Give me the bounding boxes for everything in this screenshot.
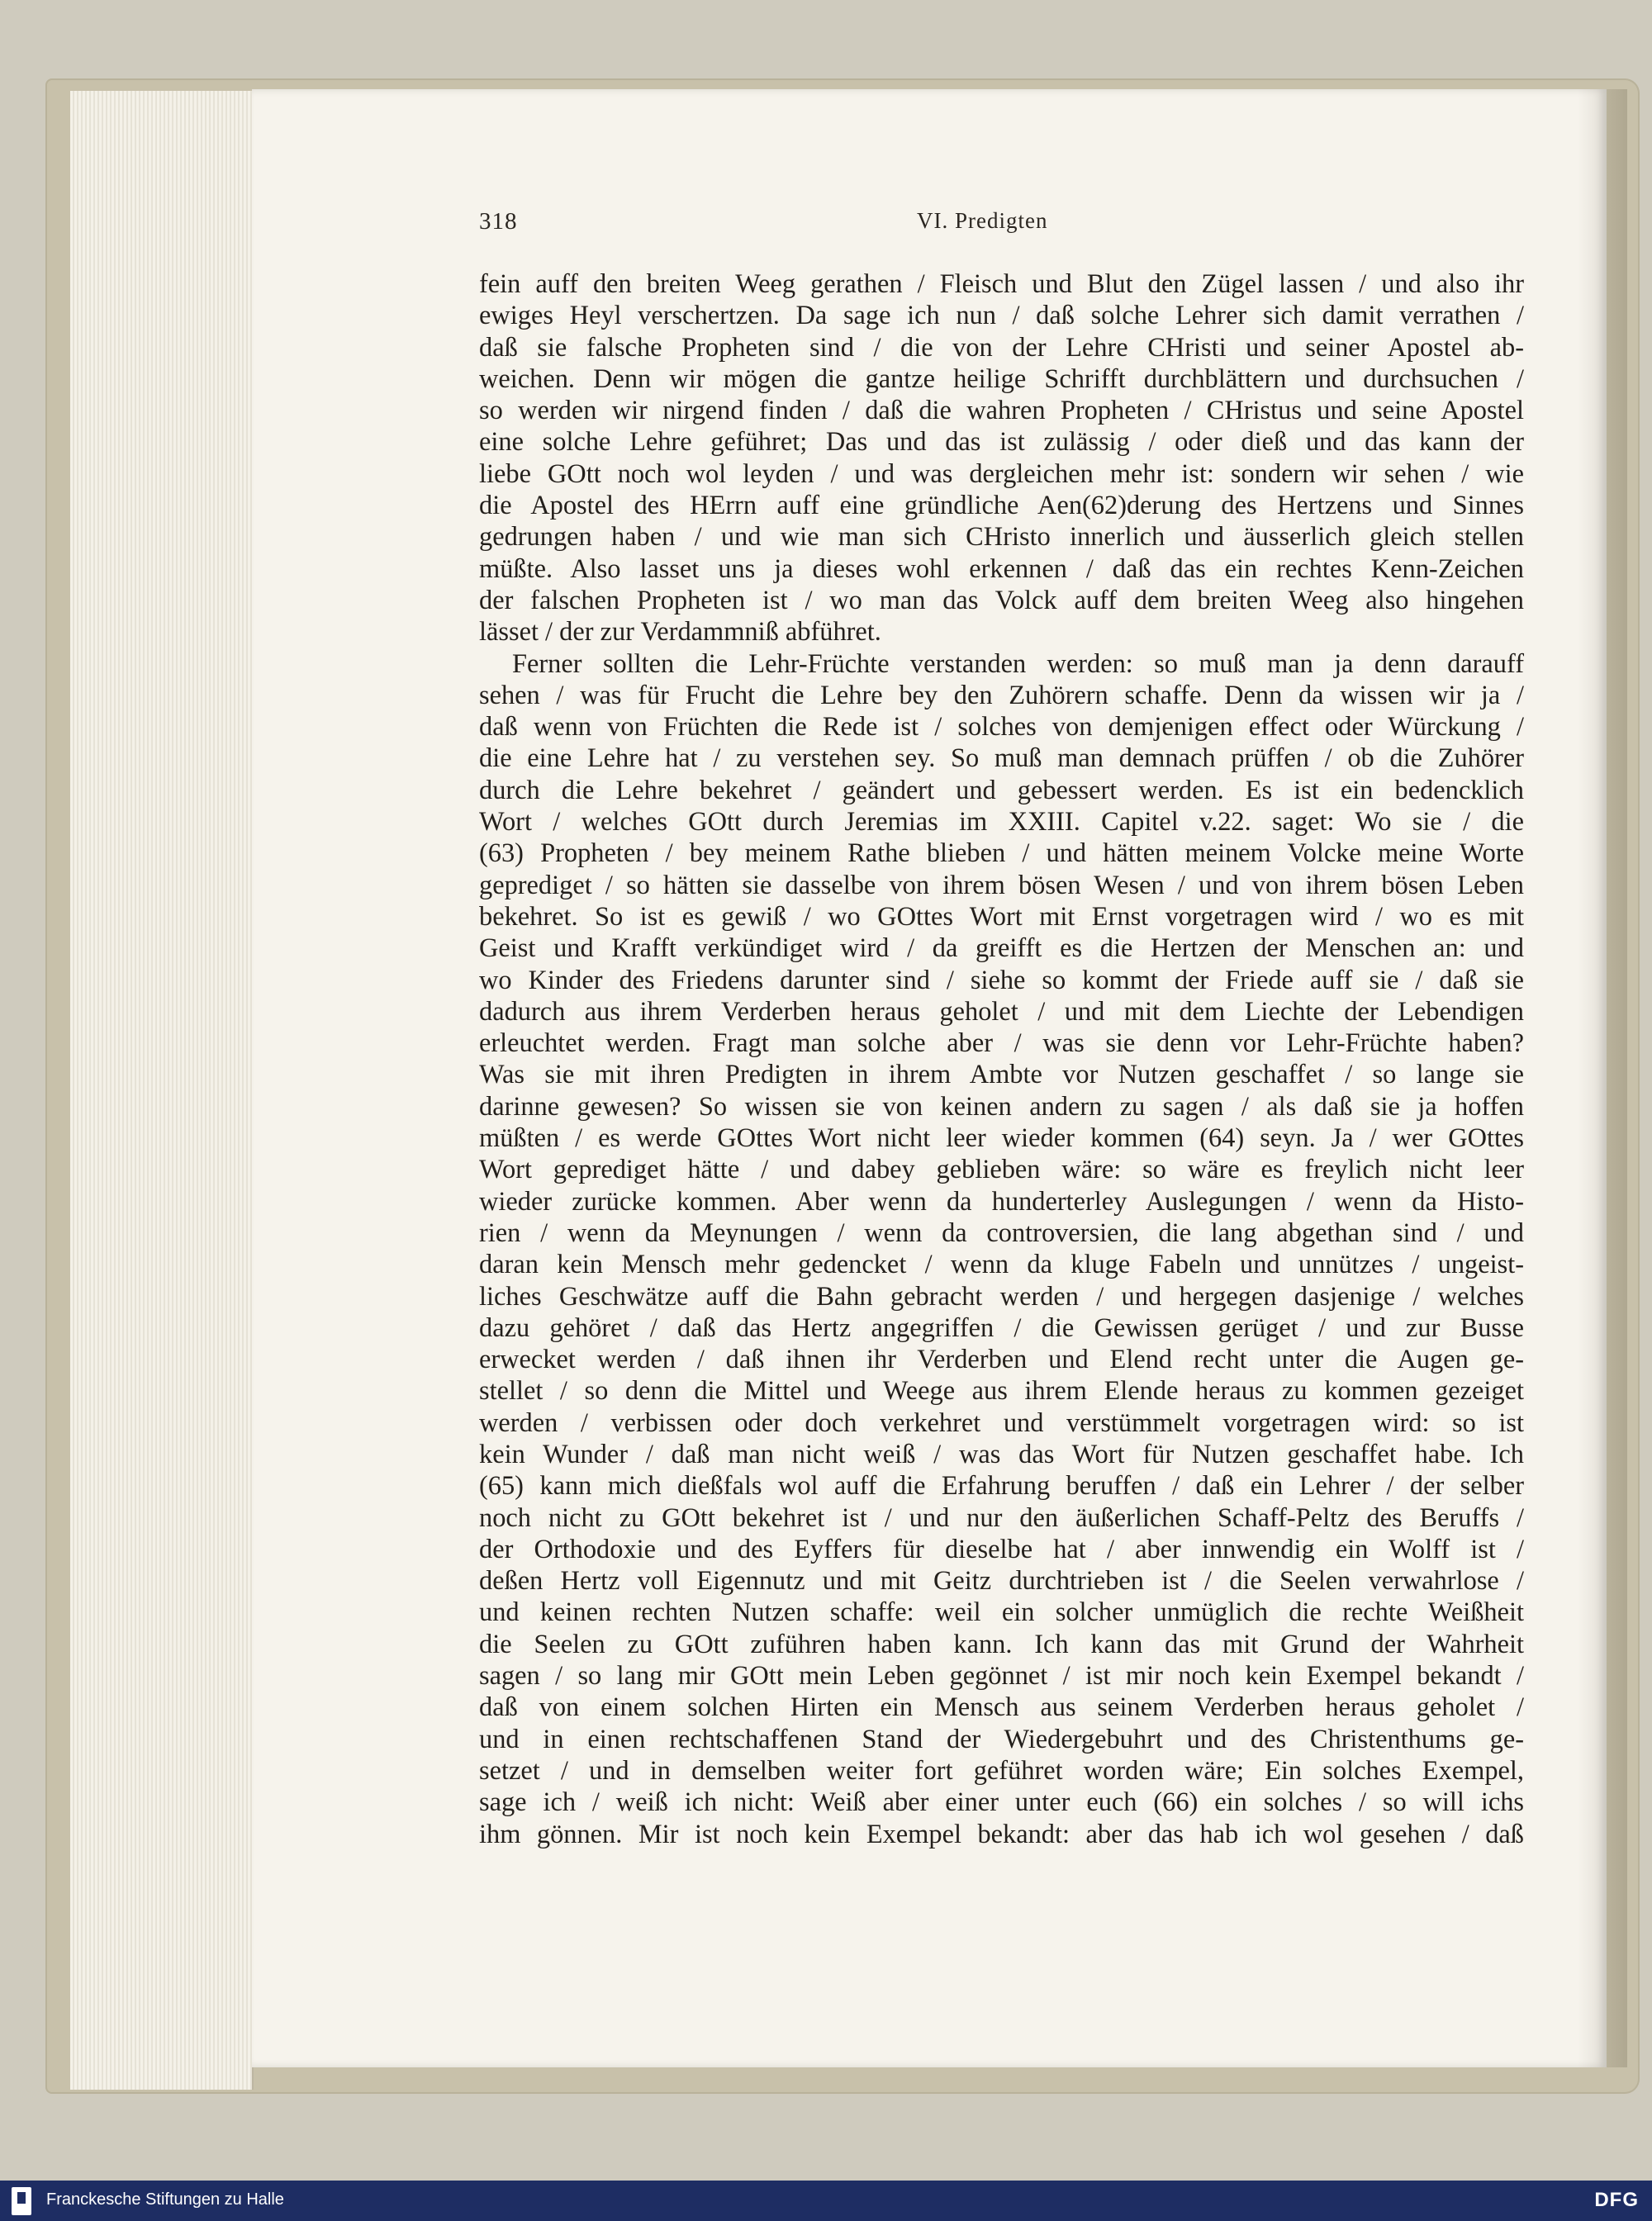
text-line: wieder zurücke kommen. Aber wenn da hunderterley Auslegungen / wenn da Histo-	[479, 1186, 1524, 1217]
text-line: die Seelen zu GOtt zuführen haben kann. Ich kann das mit Grund der Wahrheit	[479, 1629, 1524, 1659]
text-line: setzet / und in demselben weiter fort geführet worden wäre; Ein solches Exempel,	[479, 1755, 1524, 1786]
text-line: und keinen rechten Nutzen schaffe: weil ein solcher unmüglich die rechte Weißheit	[479, 1597, 1524, 1628]
text-line: kein Wunder / daß man nicht weiß / was das Wort für Nutzen geschaffet habe. Ich	[479, 1439, 1524, 1469]
text-line: die Apostel des HErrn auff eine gründliche Aen(62)derung des Hertzens und Sinnes	[479, 491, 1524, 521]
text-line: liches Geschwätze auff die Bahn gebracht werden / und hergegen dasjenige / welches	[479, 1281, 1524, 1312]
spine-shadow	[1578, 89, 1627, 2067]
text-line: daß sie falsche Propheten sind / die von der Lehre CHristi und seiner Apostel ab-	[479, 332, 1524, 363]
text-line: (65) kann mich dießfals wol auff die Erfahrung beruffen / daß ein Lehrer / der selber	[479, 1471, 1524, 1502]
text-line: müßten / es werde GOttes Wort nicht leer wieder kommen (64) seyn. Ja / wer GOttes	[479, 1123, 1524, 1154]
text-line: werden / verbissen oder doch verkehret und verstümmelt vorgetragen wird: so ist	[479, 1407, 1524, 1438]
text-line: gedrungen haben / und wie man sich CHristo innerlich und äusserlich gleich stellen	[479, 522, 1524, 553]
page-header	[479, 208, 1536, 249]
page-edges	[70, 91, 254, 2090]
text-line: Wort / welches GOtt durch Jeremias im XXIII. Capitel v.22. saget: Wo sie / die	[479, 807, 1524, 838]
text-line: müßte. Also lasset uns ja dieses wohl erkennen / daß das ein rechtes Kenn-Zeichen	[479, 553, 1524, 584]
text-line: wo Kinder des Friedens darunter sind / siehe so kommt der Friede auff sie / daß sie	[479, 965, 1524, 995]
dfg-logo[interactable]: DFG	[1594, 2189, 1639, 2211]
text-line: erwecket werden / daß ihnen ihr Verderben und Elend recht unter die Augen ge-	[479, 1345, 1524, 1375]
page-number: 318	[479, 208, 518, 235]
text-line: so werden wir nirgend finden / daß die wahren Propheten / CHristus und seine Apostel	[479, 396, 1524, 426]
text-line: der falschen Propheten ist / wo man das Volck auff dem breiten Weeg also hingehen	[479, 585, 1524, 615]
text-line: durch die Lehre bekehret / geändert und gebessert werden. Es ist ein bedencklich	[479, 775, 1524, 805]
text-line: fein auff den breiten Weeg gerathen / Fleisch und Blut den Zügel lassen / und also ihr	[479, 269, 1524, 299]
footer-bar	[0, 2181, 1652, 2221]
text-line: geprediget / so hätten sie dasselbe von ihrem bösen Wesen / und von ihrem bösen Leben	[479, 870, 1524, 900]
text-line: und in einen rechtschaffenen Stand der Wiedergebuhrt und des Christenthums ge-	[479, 1724, 1524, 1754]
text-line: daß von einem solchen Hirten ein Mensch aus seinem Verderben heraus geholet /	[479, 1692, 1524, 1723]
text-line: bekehret. So ist es gewiß / wo GOttes Wort mit Ernst vorgetragen wird / wo es mit	[479, 901, 1524, 932]
text-line: daß wenn von Früchten die Rede ist / solches von demjenigen effect oder Würckung /	[479, 712, 1524, 743]
text-line: ihm gönnen. Mir ist noch kein Exempel bekandt: aber das hab ich wol gesehen / daß	[479, 1819, 1524, 1849]
text-line: sehen / was für Frucht die Lehre bey den Zuhörern schaffe. Denn da wissen wir ja /	[479, 680, 1524, 710]
running-title: VI. Predigten	[917, 208, 1048, 233]
text-line: (63) Propheten / bey meinem Rathe blieben / und hätten meinem Volcke meine Worte	[479, 838, 1524, 869]
text-line: dazu gehöret / daß das Hertz angegriffen / die Gewissen gerüget / und zur Busse	[479, 1312, 1524, 1343]
text-line: daran kein Mensch mehr gedencket / wenn da kluge Fabeln und unnützes / ungeist-	[479, 1250, 1524, 1280]
text-line: Geist und Krafft verkündiget wird / da greifft es die Hertzen der Menschen an: und	[479, 933, 1524, 964]
text-line: die eine Lehre hat / zu verstehen sey. So muß man demnach prüffen / ob die Zuhörer	[479, 743, 1524, 774]
text-line: Was sie mit ihren Predigten in ihrem Ambte vor Nutzen geschaffet / so lange sie	[479, 1060, 1524, 1090]
text-line: noch nicht zu GOtt bekehret ist / und nur den äußerlichen Schaff-Peltz des Beruffs /	[479, 1502, 1524, 1533]
text-line: rien / wenn da Meynungen / wenn da controversien, die lang abgethan sind / und	[479, 1217, 1524, 1248]
text-line: lässet / der zur Verdammniß abführet.	[479, 617, 881, 648]
text-line: Ferner sollten die Lehr-Früchte verstanden werden: so muß man ja denn darauff	[512, 648, 1524, 679]
footer-institution: Franckesche Stiftungen zu Halle	[46, 2190, 284, 2209]
text-line: deßen Hertz voll Eigennutz und mit Geitz durchtrieben ist / die Seelen verwahrlose /	[479, 1566, 1524, 1597]
text-line: weichen. Denn wir mögen die gantze heilige Schrifft durchblättern und durchsuchen /	[479, 363, 1524, 394]
text-line: dadurch aus ihrem Verderben heraus geholet / und mit dem Liechte der Lebendigen	[479, 996, 1524, 1027]
institution-logo-icon	[12, 2187, 31, 2215]
text-line: liebe GOtt noch wol leyden / und was dergleichen mehr ist: sondern wir sehen / wie	[479, 458, 1524, 489]
text-line: sagen / so lang mir GOtt mein Leben gegönnet / ist mir noch kein Exempel bekandt /	[479, 1661, 1524, 1692]
text-line: darinne gewesen? So wissen sie von keinen andern zu sagen / als daß sie ja hoffen	[479, 1091, 1524, 1122]
text-line: Wort geprediget hätte / und dabey geblieben wäre: so wäre es freylich nicht leer	[479, 1155, 1524, 1185]
text-line: eine solche Lehre geführet; Das und das ist zulässig / oder dieß und das kann der	[479, 427, 1524, 458]
body-text	[479, 268, 1524, 1850]
text-line: der Orthodoxie und des Eyffers für dieselbe hat / aber innwendig ein Wolff ist /	[479, 1534, 1524, 1564]
text-line: ewiges Heyl verschertzen. Da sage ich nun / daß solche Lehrer sich damit verrathen /	[479, 301, 1524, 331]
text-line: sage ich / weiß ich nicht: Weiß aber einer unter euch (66) ein solches / so will ichs	[479, 1787, 1524, 1818]
text-line: stellet / so denn die Mittel und Weege aus ihrem Elende heraus zu kommen gezeiget	[479, 1376, 1524, 1407]
text-line: erleuchtet werden. Fragt man solche aber / was sie denn vor Lehr-Früchte haben?	[479, 1028, 1524, 1059]
